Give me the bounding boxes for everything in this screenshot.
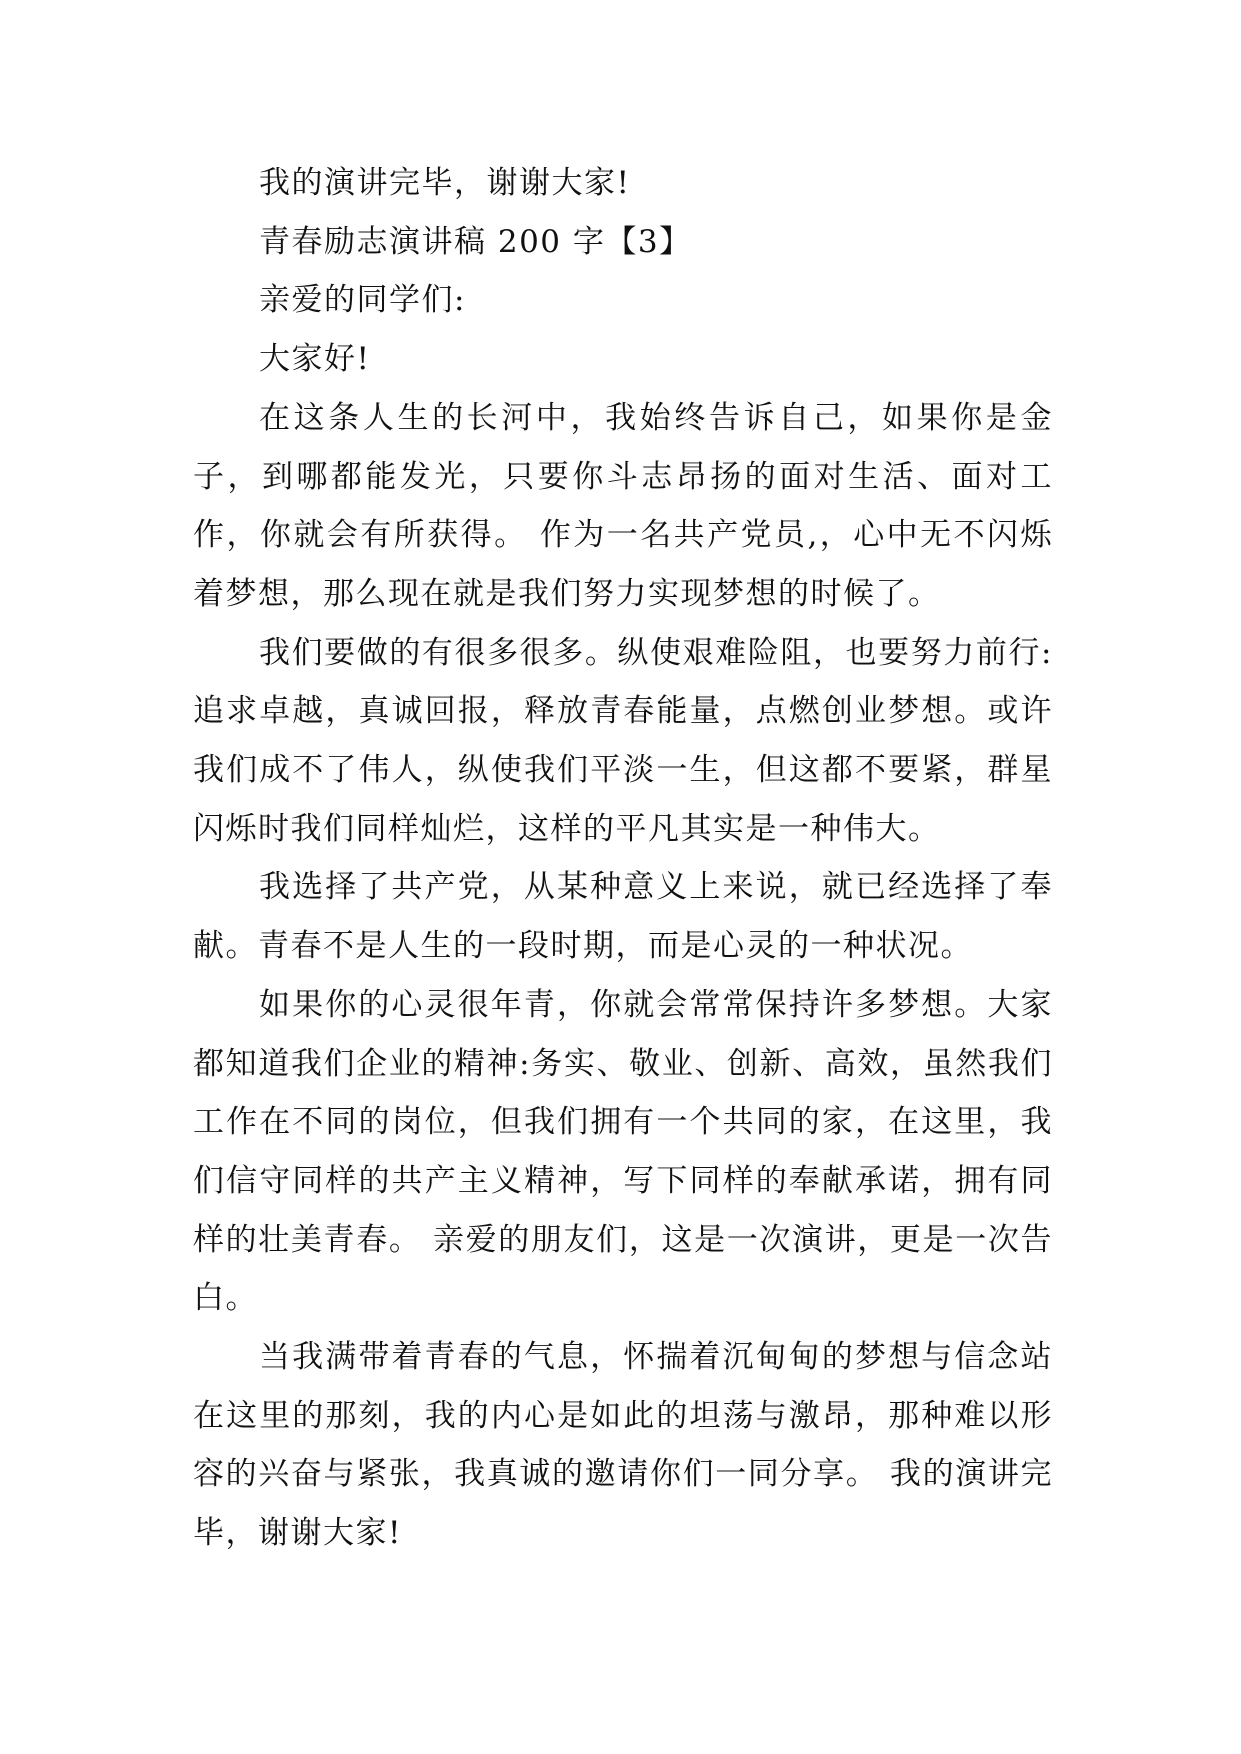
paragraph-3: 我选择了共产党，从某种意义上来说，就已经选择了奉献。青春不是人生的一段时期，而是心灵的一种状况。 — [193, 869, 1053, 965]
closing-line: 我的演讲完毕，谢谢大家! — [259, 165, 631, 201]
paragraph-2: 我们要做的有很多很多。纵使艰难险阻，也要努力前行:追求卓越，真诚回报，释放青春能量，点燃创业梦想。或许我们成不了伟人，纵使我们平淡一生，但这都不要紧，群星闪烁时我们同样灿烂，这样的平凡其实是一种伟大。 — [193, 634, 1053, 847]
greeting: 大家好! — [259, 341, 371, 378]
document-body — [193, 154, 1053, 1563]
paragraph-1: 在这条人生的长河中，我始终告诉自己，如果你是金子，到哪都能发光，只要你斗志昂扬的面对生活、面对工作，你就会有所获得。 作为一名共产党员,，心中无不闪烁着梦想，那么现在就是我们努力实现梦想的时候了。 — [193, 399, 1053, 612]
paragraph-5: 当我满带着青春的气息，怀揣着沉甸甸的梦想与信念站在这里的那刻，我的内心是如此的坦荡与激昂，那种难以形容的兴奋与紧张，我真诚的邀请你们一同分享。 我的演讲完毕，谢谢大家! — [193, 1339, 1053, 1552]
section-title: 青春励志演讲稿 200 字【3】 — [259, 223, 692, 260]
salutation: 亲爱的同学们: — [259, 282, 466, 319]
paragraph-4: 如果你的心灵很年青，你就会常常保持许多梦想。大家都知道我们企业的精神:务实、敬业、创新、高效，虽然我们工作在不同的岗位，但我们拥有一个共同的家，在这里，我们信守同样的共产主义精神，写下同样的奉献承诺，拥有同样的壮美青春。 亲爱的朋友们，这是一次演讲，更是一次告白。 — [193, 986, 1053, 1317]
